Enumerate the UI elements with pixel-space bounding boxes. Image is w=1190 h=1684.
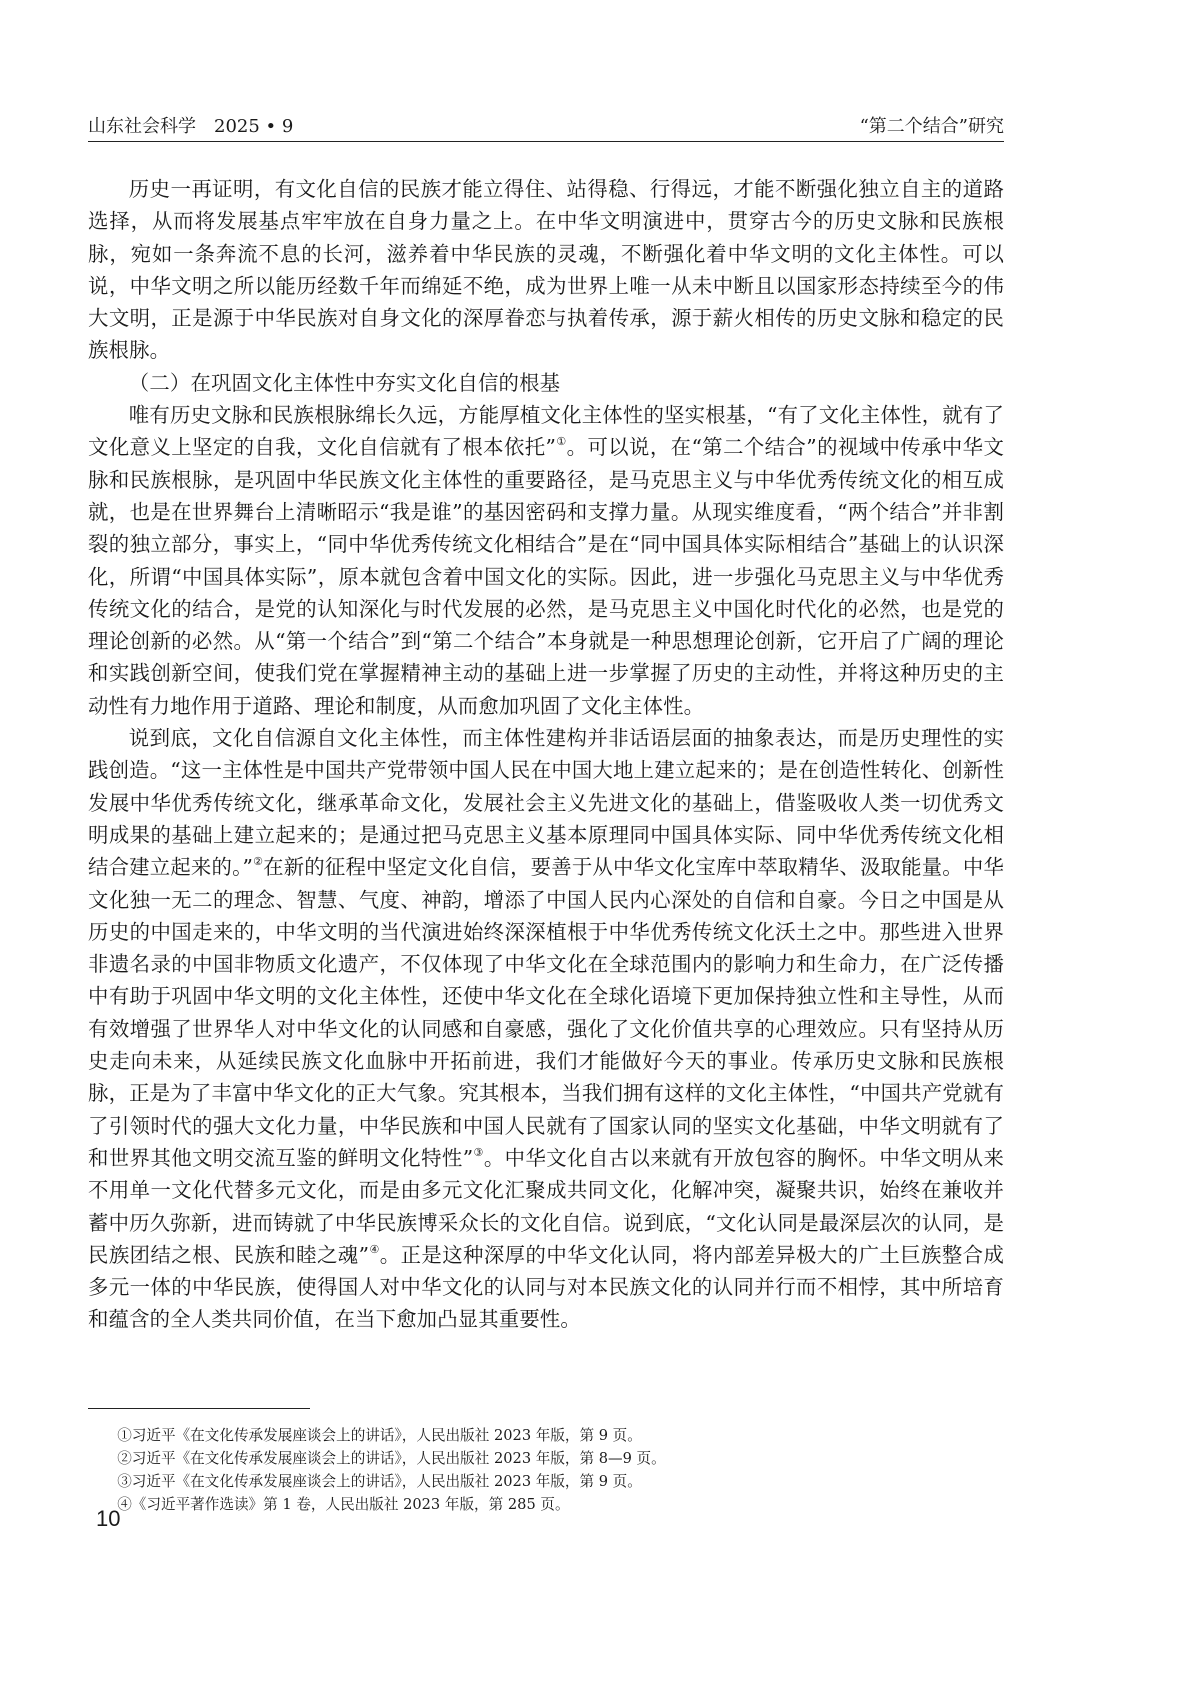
footnote-ref-4[interactable]: ④ <box>369 1242 380 1256</box>
paragraph-3-part-b: 在新的征程中坚定文化自信，要善于从中华文化宝库中萃取精华、汲取能量。中华文化独一无二的理念、智慧、气度、神韵，增添了中国人民内心深处的自信和自豪。今日之中国是从历史的中国走来的，中华文明的当代演进始终深深植根于中华优秀传统文化沃土之中。那些进入世界非遗名录的中国非物质文化遗产，不仅体现了中华文化在全球范围内的影响力和生命力，在广泛传播中有助于巩固中华文明的文化主体性，还使中华文化在全球化语境下更加保持独立性和主导性，从而有效增强了世界华人对中华文化的认同感和自豪感，强化了文化价值共享的心理效应。只有坚持从历史走向未来，从延续民族文化血脉中开拓前进，我们才能做好今天的事业。传承历史文脉和民族根脉，正是为了丰富中华文化的正大气象。究其根本，当我们拥有这样的文化主体性，“中国共产党就有了引领时代的强大文化力量，中华民族和中国人民就有了国家认同的坚实文化基础，中华文明就有了和世界其他文明交流互鉴的鲜明文化特性” <box>88 855 1004 1170</box>
journal-issue: 山东社会科学 2025 • 9 <box>88 116 294 137</box>
paragraph-3-part-a: 说到底，文化自信源自文化主体性，而主体性建构并非话语层面的抽象表达，而是历史理性的实践创造。“这一主体性是中国共产党带领中国人民在中国大地上建立起来的；是在创造性转化、创新性发展中华优秀传统文化，继承革命文化，发展社会主义先进文化的基础上，借鉴吸收人类一切优秀文明成果的基础上建立起来的；是通过把马克思主义基本原理同中国具体实际、同中华优秀传统文化相结合建立起来的。” <box>88 726 1004 880</box>
footnote-ref-1[interactable]: ① <box>556 435 567 449</box>
footnote-1: ①习近平《在文化传承发展座谈会上的讲话》，人民出版社 2023 年版，第 9 页。 <box>117 1427 642 1444</box>
paragraph-3-part-c: 。中华文化自古以来就有开放包容的胸怀。中华文明从来不用单一文化代替多元文化，而是由多元文化汇聚成共同文化，化解冲突，凝聚共识，始终在兼收并蓄中历久弥新，进而铸就了中华民族博采众长的文化自信。说到底，“文化认同是最深层次的认同，是民族团结之根、民族和睦之魂” <box>88 1145 1005 1267</box>
section-subheading: （二）在巩固文化主体性中夯实文化自信的根基 <box>128 370 561 395</box>
footnote-4: ④《习近平著作选读》第 1 卷，人民出版社 2023 年版，第 285 页。 <box>117 1496 570 1513</box>
header-rule <box>88 141 1004 142</box>
paragraph-3-part-d: 。正是这种深厚的中华文化认同，将内部差异极大的广土巨族整合成多元一体的中华民族，使得国人对中华文化的认同与对本民族文化的认同并行而不相悖，其中所培育和蕴含的全人类共同价值，在当下愈加凸显其重要性。 <box>88 1242 1005 1332</box>
section-title: “第二个结合”研究 <box>859 116 1004 137</box>
paragraph-2-part-a: 唯有历史文脉和民族根脉绵长久远，方能厚植文化主体性的坚实根基，“有了文化主体性，就有了文化意义上坚定的自我，文化自信就有了根本依托” <box>88 403 1004 460</box>
article-body <box>88 173 1004 1336</box>
footnote-ref-3[interactable]: ③ <box>473 1145 484 1159</box>
footnote-3: ③习近平《在文化传承发展座谈会上的讲话》，人民出版社 2023 年版，第 9 页。 <box>117 1473 642 1490</box>
paragraph-2 <box>88 399 1004 722</box>
footnote-rule <box>88 1408 310 1409</box>
footnotes <box>88 1424 1004 1516</box>
paragraph-1: 历史一再证明，有文化自信的民族才能立得住、站得稳、行得远，才能不断强化独立自主的道路选择，从而将发展基点牢牢放在自身力量之上。在中华文明演进中，贯穿古今的历史文脉和民族根脉，宛如一条奔流不息的长河，滋养着中华民族的灵魂，不断强化着中华文明的文化主体性。可以说，中华文明之所以能历经数千年而绵延不绝，成为世界上唯一从未中断且以国家形态持续至今的伟大文明，正是源于中华民族对自身文化的深厚眷恋与执着传承，源于薪火相传的历史文脉和稳定的民族根脉。 <box>88 177 1004 363</box>
page-number: 10 <box>96 1506 121 1531</box>
paragraph-3 <box>88 722 1004 1336</box>
footnote-ref-2[interactable]: ② <box>253 855 264 869</box>
footnote-2: ②习近平《在文化传承发展座谈会上的讲话》，人民出版社 2023 年版，第 8—9 页。 <box>117 1450 666 1467</box>
paragraph-2-part-b: 。可以说，在“第二个结合”的视域中传承中华文脉和民族根脉，是巩固中华民族文化主体性的重要路径，是马克思主义与中华优秀传统文化的相互成就，也是在世界舞台上清晰昭示“我是谁”的基因密码和支撑力量。从现实维度看，“两个结合”并非割裂的独立部分，事实上，“同中华优秀传统文化相结合”是在“同中国具体实际相结合”基础上的认识深化，所谓“中国具体实际”，原本就包含着中国文化的实际。因此，进一步强化马克思主义与中华优秀传统文化的结合，是党的认知深化与时代发展的必然，是马克思主义中国化时代化的必然，也是党的理论创新的必然。从“第一个结合”到“第二个结合”本身就是一种思想理论创新，它开启了广阔的理论和实践创新空间，使我们党在掌握精神主动的基础上进一步掌握了历史的主动性，并将这种历史的主动性有力地作用于道路、理论和制度，从而愈加巩固了文化主体性。 <box>88 435 1005 718</box>
running-header <box>88 92 1004 137</box>
